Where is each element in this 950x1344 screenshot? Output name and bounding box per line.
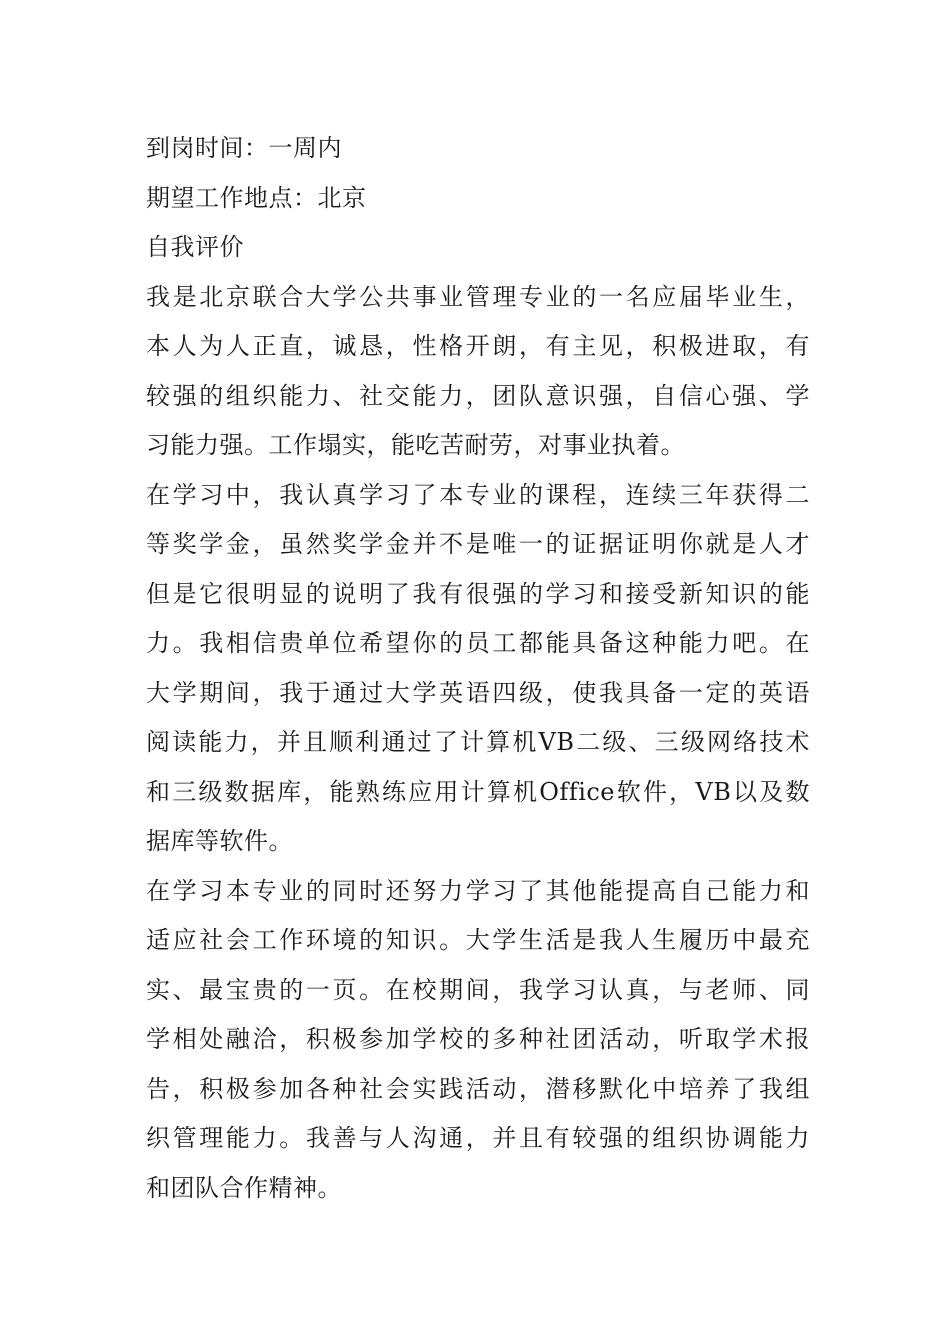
text-line: 本人为人正直，诚恳，性格开朗，有主见，积极进取，有	[146, 332, 810, 360]
text-line: 告，积极参加各种社会实践活动，潜移默化中培养了我组	[146, 1074, 810, 1103]
text-line: 实、最宝贵的一页。在校期间，我学习认真，与老师、同	[146, 975, 810, 1004]
text-line: 等奖学金，虽然奖学金并不是唯一的证据证明你就是人才	[146, 530, 810, 558]
text-line: 力。我相信贵单位希望你的员工都能具备这种能力吧。在	[146, 629, 810, 657]
text-line: 阅读能力，并且顺利通过了计算机VB二级、三级网络技术	[146, 728, 810, 756]
text-line: 学相处融洽，积极参加学校的多种社团活动，听取学术报	[146, 1025, 810, 1053]
text-line: 自我评价	[146, 233, 244, 261]
text-line: 大学期间，我于通过大学英语四级，使我具备一定的英语	[146, 678, 810, 707]
text-line: 到岗时间：一周内	[146, 134, 342, 162]
text-line: 在学习本专业的同时还努力学习了其他能提高自己能力和	[146, 876, 810, 905]
text-line: 我是北京联合大学公共事业管理专业的一名应届毕业生，	[146, 282, 810, 311]
text-line: 习能力强。工作塌实，能吃苦耐劳，对事业执着。	[146, 431, 685, 459]
text-line: 期望工作地点：北京	[146, 183, 367, 212]
text-line: 但是它很明显的说明了我有很强的学习和接受新知识的能	[146, 579, 810, 608]
document-body	[146, 124, 810, 1213]
text-line: 据库等软件。	[146, 827, 293, 855]
text-line: 织管理能力。我善与人沟通，并且有较强的组织协调能力	[146, 1124, 810, 1152]
text-line: 较强的组织能力、社交能力，团队意识强，自信心强、学	[146, 381, 810, 410]
text-line: 和三级数据库，能熟练应用计算机Office软件，VB以及数	[146, 777, 810, 806]
text-line: 和团队合作精神。	[146, 1173, 342, 1202]
text-line: 适应社会工作环境的知识。大学生活是我人生履历中最充	[146, 926, 810, 954]
text-line: 在学习中，我认真学习了本专业的课程，连续三年获得二	[146, 480, 810, 509]
